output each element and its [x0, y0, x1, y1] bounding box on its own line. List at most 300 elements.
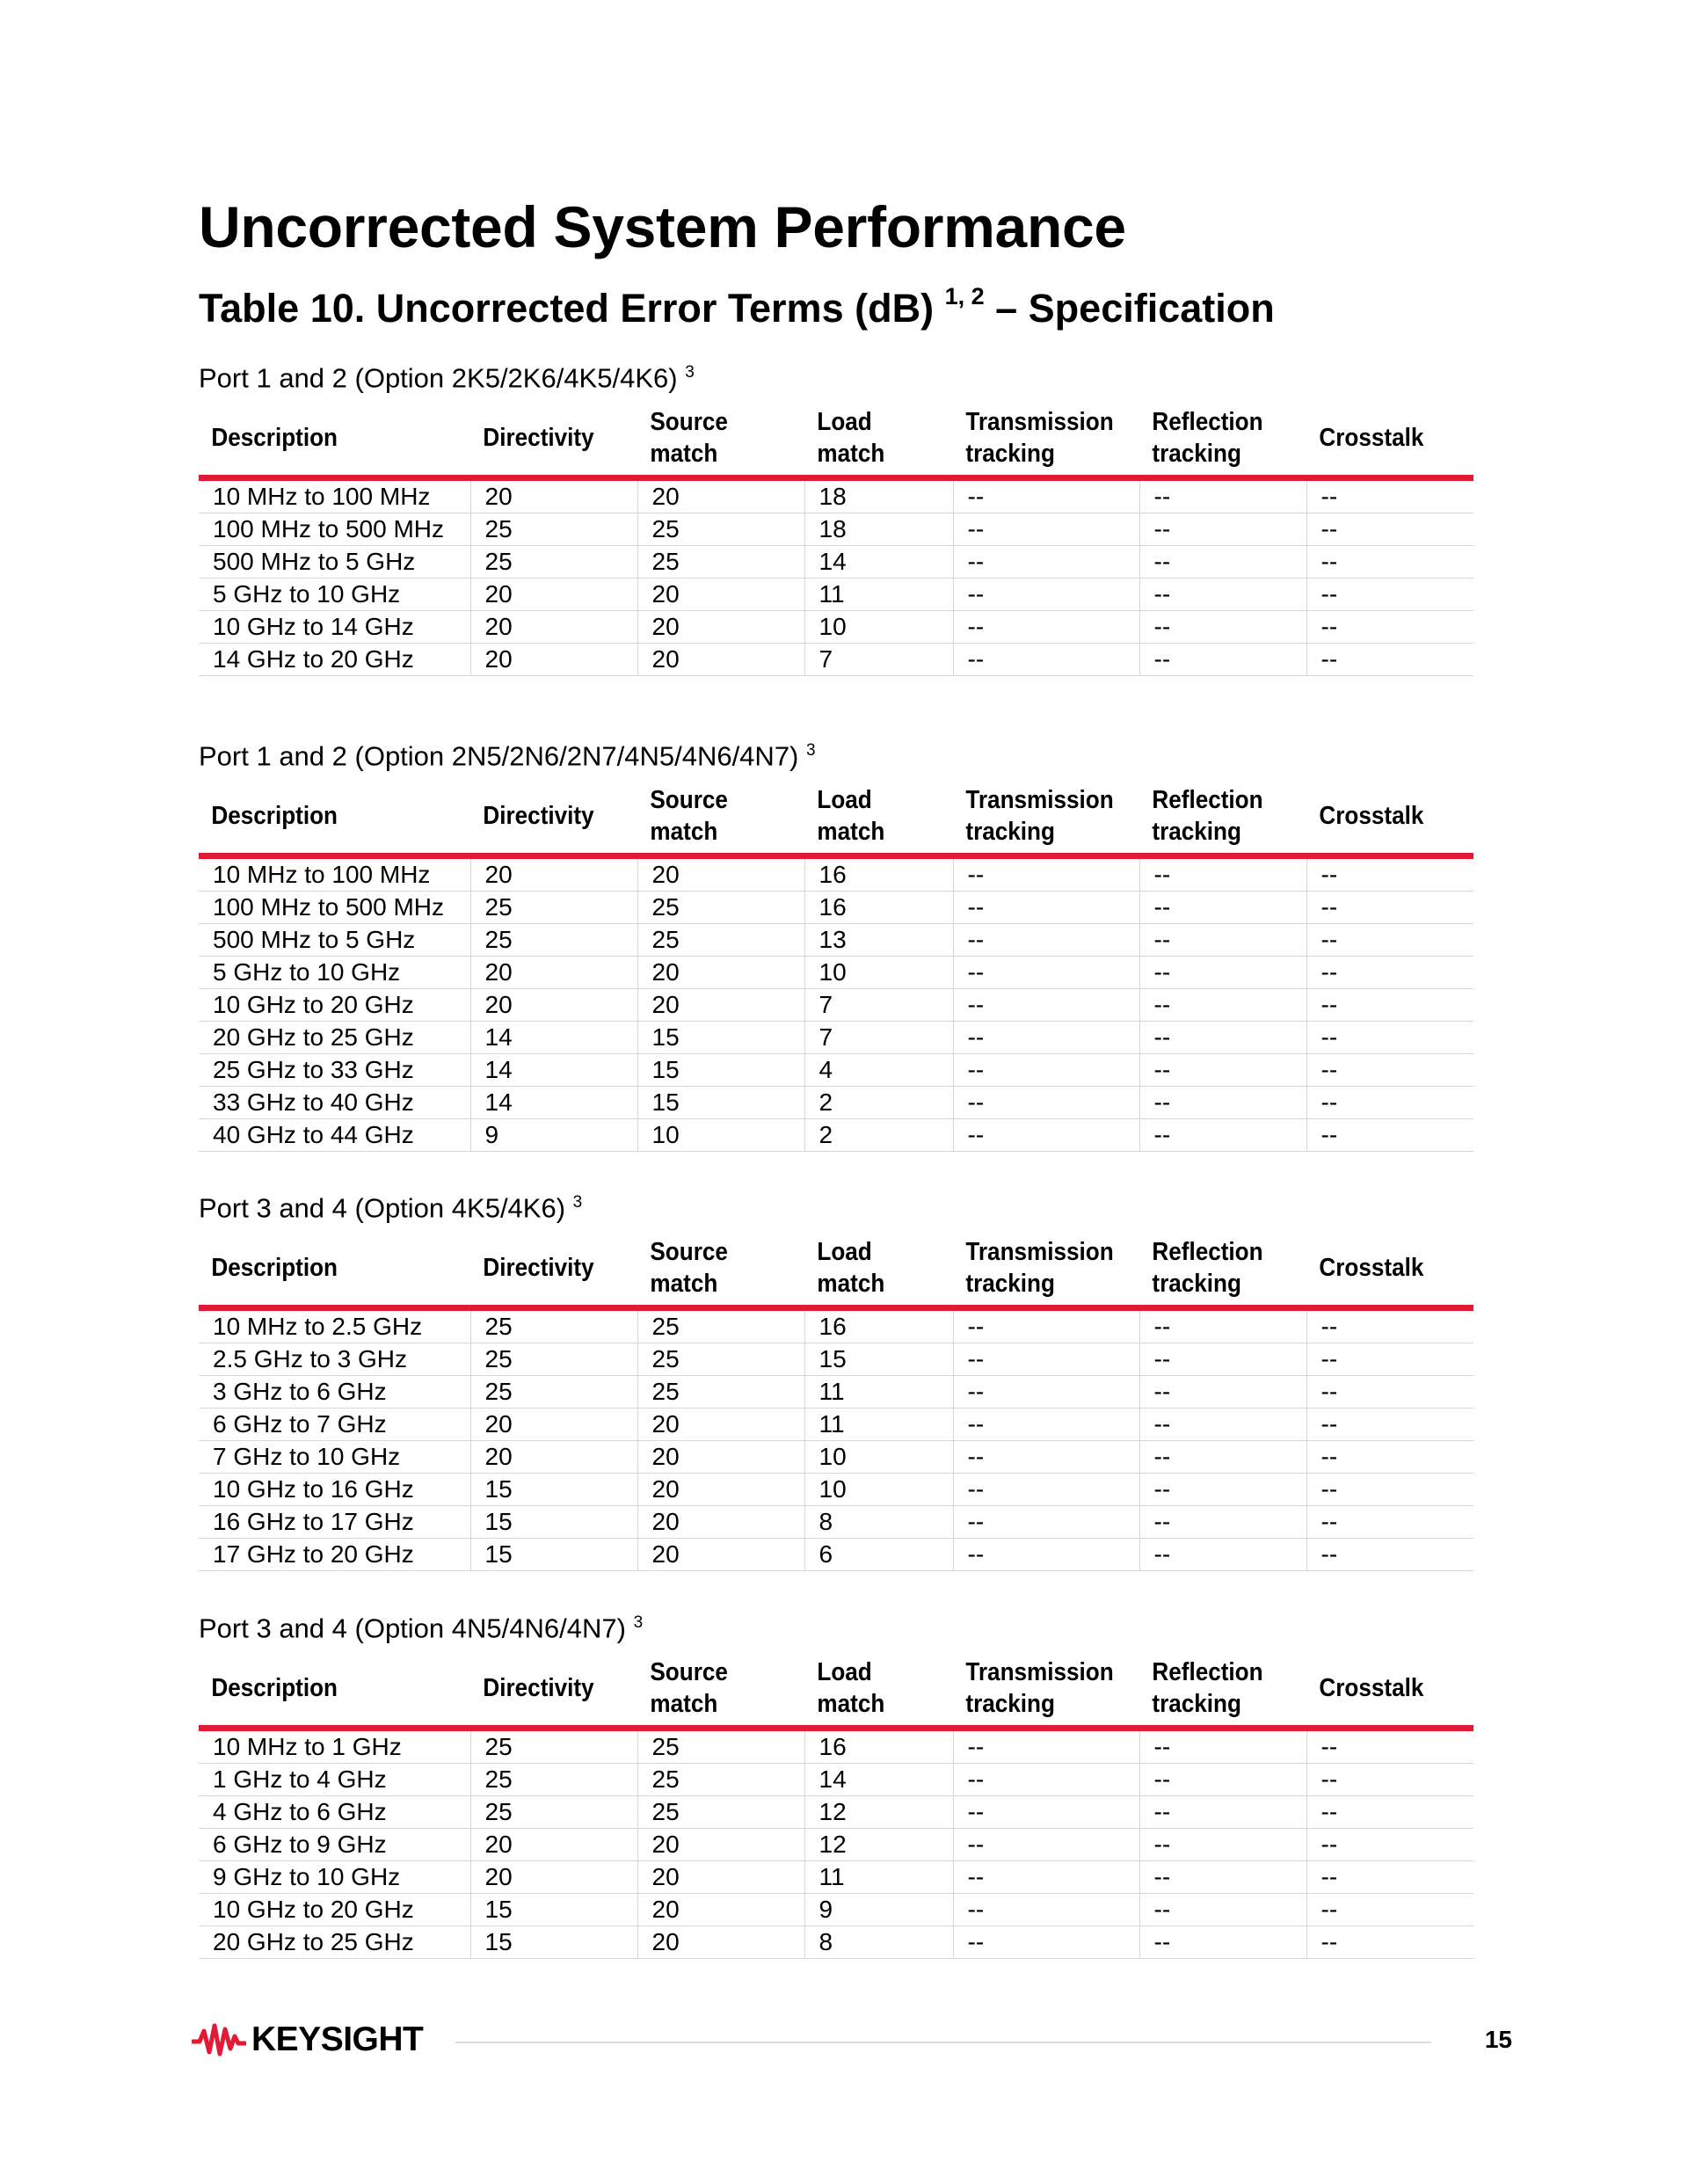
value-cell: -- [1139, 1729, 1306, 1764]
column-header-line: Source [650, 786, 728, 814]
value-cell: 20 [637, 644, 804, 676]
value-cell: -- [1139, 1539, 1306, 1571]
column-header-line: Directivity [483, 1674, 594, 1702]
value-cell: -- [1306, 1829, 1473, 1861]
column-header-line: Transmission [965, 1658, 1114, 1686]
value-cell: 20 [470, 957, 637, 989]
value-cell: 25 [470, 924, 637, 957]
value-cell: -- [953, 1729, 1139, 1764]
value-cell: 7 [804, 1022, 953, 1054]
frequency-range-cell: 25 GHz to 33 GHz [199, 1054, 470, 1087]
value-cell: 10 [804, 611, 953, 644]
value-cell: 13 [804, 924, 953, 957]
column-header-line: Description [211, 1254, 338, 1282]
value-cell: -- [1306, 892, 1473, 924]
error-terms-table [199, 1651, 1473, 1959]
frequency-range-cell: 10 GHz to 20 GHz [199, 989, 470, 1022]
value-cell: -- [1306, 989, 1473, 1022]
frequency-range-cell: 500 MHz to 5 GHz [199, 924, 470, 957]
value-cell: 25 [637, 1376, 804, 1409]
column-header-line: tracking [965, 440, 1055, 468]
column-header-line: Source [650, 1658, 728, 1686]
value-cell: 25 [637, 1308, 804, 1343]
frequency-range-cell: 10 MHz to 2.5 GHz [199, 1308, 470, 1343]
value-cell: 20 [470, 989, 637, 1022]
value-cell: -- [1306, 644, 1473, 676]
column-header [470, 1651, 621, 1729]
value-cell: 25 [470, 1308, 637, 1343]
column-header-line: Reflection [1152, 408, 1263, 436]
column-header [804, 1651, 938, 1729]
value-cell: 20 [637, 478, 804, 513]
value-cell: 9 [804, 1894, 953, 1926]
column-header-line: tracking [965, 1690, 1055, 1718]
frequency-range-cell: 5 GHz to 10 GHz [199, 579, 470, 611]
value-cell: -- [1139, 856, 1306, 892]
value-cell: -- [953, 924, 1139, 957]
table-row [199, 644, 1473, 676]
table-row [199, 1409, 1473, 1441]
column-header-line: match [650, 818, 718, 846]
frequency-range-cell: 10 GHz to 14 GHz [199, 611, 470, 644]
value-cell: 20 [470, 579, 637, 611]
column-header [1139, 1651, 1290, 1729]
section-footnote: 3 [633, 1613, 644, 1632]
column-header-line: tracking [1152, 440, 1241, 468]
keysight-wave-icon [192, 2022, 246, 2057]
column-header-line: Reflection [1152, 1658, 1263, 1686]
value-cell: -- [1306, 856, 1473, 892]
value-cell: 11 [804, 1409, 953, 1441]
value-cell: -- [1139, 1796, 1306, 1829]
column-header [953, 401, 1121, 478]
value-cell: 25 [470, 892, 637, 924]
value-cell: 25 [470, 1796, 637, 1829]
value-cell: -- [953, 856, 1139, 892]
column-header-line: tracking [965, 1270, 1055, 1298]
section-footnote: 3 [806, 741, 816, 760]
value-cell: 20 [470, 1441, 637, 1474]
value-cell: -- [1306, 1539, 1473, 1571]
table-row [199, 1539, 1473, 1571]
column-header-line: Crosstalk [1319, 424, 1424, 452]
value-cell: -- [1306, 611, 1473, 644]
value-cell: -- [953, 1409, 1139, 1441]
value-cell: 20 [470, 1409, 637, 1441]
value-cell: 7 [804, 644, 953, 676]
value-cell: 25 [637, 1764, 804, 1796]
value-cell: 16 [804, 856, 953, 892]
value-cell: 15 [470, 1894, 637, 1926]
frequency-range-cell: 2.5 GHz to 3 GHz [199, 1343, 470, 1376]
value-cell: 25 [470, 1376, 637, 1409]
value-cell: 9 [470, 1119, 637, 1152]
error-terms-table [199, 779, 1473, 1152]
column-header-line: Transmission [965, 408, 1114, 436]
column-header [1306, 779, 1457, 856]
table-title-text: Table 10. Uncorrected Error Terms (dB) [199, 286, 935, 331]
value-cell: 25 [470, 513, 637, 546]
table-row [199, 892, 1473, 924]
column-header [953, 1651, 1121, 1729]
column-header [953, 779, 1121, 856]
column-header [804, 401, 938, 478]
value-cell: 25 [637, 1729, 804, 1764]
value-cell: 15 [470, 1539, 637, 1571]
value-cell: -- [953, 1441, 1139, 1474]
value-cell: -- [1139, 1022, 1306, 1054]
value-cell: -- [1306, 1861, 1473, 1894]
column-header-line: match [650, 1270, 718, 1298]
section-footnote: 3 [572, 1193, 583, 1212]
keysight-logo [192, 2018, 423, 2062]
value-cell: -- [953, 1054, 1139, 1087]
value-cell: 20 [637, 1474, 804, 1506]
column-header-line: match [817, 440, 885, 468]
column-header [1306, 401, 1457, 478]
value-cell: -- [953, 1764, 1139, 1796]
frequency-range-cell: 3 GHz to 6 GHz [199, 1376, 470, 1409]
value-cell: -- [953, 546, 1139, 579]
section-title [199, 355, 1473, 394]
value-cell: 8 [804, 1506, 953, 1539]
value-cell: -- [1139, 579, 1306, 611]
frequency-range-cell: 40 GHz to 44 GHz [199, 1119, 470, 1152]
value-cell: -- [953, 1308, 1139, 1343]
column-header-line: match [817, 1690, 885, 1718]
table-row [199, 1796, 1473, 1829]
value-cell: -- [1306, 1119, 1473, 1152]
section-title-text: Port 1 and 2 (Option 2N5/2N6/2N7/4N5/4N6/4N7) [199, 740, 799, 772]
value-cell: -- [1306, 1926, 1473, 1959]
value-cell: 20 [637, 1861, 804, 1894]
table-row [199, 1054, 1473, 1087]
value-cell: -- [1306, 1441, 1473, 1474]
table-row [199, 579, 1473, 611]
value-cell: 25 [637, 924, 804, 957]
value-cell: -- [953, 1343, 1139, 1376]
value-cell: -- [1139, 546, 1306, 579]
table-row [199, 1022, 1473, 1054]
value-cell: 4 [804, 1054, 953, 1087]
value-cell: 10 [804, 1441, 953, 1474]
column-header-line: match [650, 440, 718, 468]
value-cell: -- [953, 513, 1139, 546]
section-footnote: 3 [685, 363, 695, 382]
value-cell: -- [1139, 611, 1306, 644]
column-header [804, 1231, 938, 1308]
table-title [199, 285, 1275, 332]
value-cell: -- [1139, 1474, 1306, 1506]
value-cell: -- [1306, 579, 1473, 611]
value-cell: 14 [804, 1764, 953, 1796]
value-cell: 18 [804, 513, 953, 546]
value-cell: -- [953, 644, 1139, 676]
value-cell: -- [1139, 478, 1306, 513]
value-cell: -- [953, 1376, 1139, 1409]
column-header [637, 401, 788, 478]
section-title-text: Port 3 and 4 (Option 4K5/4K6) [199, 1192, 566, 1224]
value-cell: 12 [804, 1796, 953, 1829]
column-header-line: Crosstalk [1319, 1254, 1424, 1282]
frequency-range-cell: 6 GHz to 9 GHz [199, 1829, 470, 1861]
section-title [199, 1605, 1473, 1644]
value-cell: -- [1139, 513, 1306, 546]
column-header-line: Transmission [965, 786, 1114, 814]
value-cell: -- [953, 1119, 1139, 1152]
frequency-range-cell: 7 GHz to 10 GHz [199, 1441, 470, 1474]
value-cell: 20 [470, 1829, 637, 1861]
value-cell: 20 [637, 611, 804, 644]
column-header [1306, 1231, 1457, 1308]
value-cell: 20 [637, 1441, 804, 1474]
column-header-line: Load [817, 408, 872, 436]
value-cell: 25 [470, 1764, 637, 1796]
value-cell: -- [1139, 1409, 1306, 1441]
table-title-footnote: 1, 2 [944, 283, 985, 309]
value-cell: 15 [637, 1087, 804, 1119]
value-cell: -- [953, 1022, 1139, 1054]
value-cell: 25 [637, 1796, 804, 1829]
table-row [199, 1087, 1473, 1119]
footer-divider [455, 2042, 1431, 2043]
table-row [199, 513, 1473, 546]
column-header [199, 779, 443, 856]
value-cell: -- [1139, 1308, 1306, 1343]
value-cell: -- [1306, 478, 1473, 513]
value-cell: 11 [804, 579, 953, 611]
column-header-line: Crosstalk [1319, 802, 1424, 830]
value-cell: 20 [637, 989, 804, 1022]
column-header-line: Directivity [483, 802, 594, 830]
value-cell: -- [1306, 1054, 1473, 1087]
column-header [199, 1231, 443, 1308]
table-row [199, 1506, 1473, 1539]
column-header [953, 1231, 1121, 1308]
frequency-range-cell: 4 GHz to 6 GHz [199, 1796, 470, 1829]
value-cell: 16 [804, 892, 953, 924]
value-cell: -- [953, 957, 1139, 989]
value-cell: 20 [637, 1926, 804, 1959]
value-cell: 11 [804, 1376, 953, 1409]
value-cell: -- [1139, 1829, 1306, 1861]
table-row [199, 1119, 1473, 1152]
value-cell: 25 [637, 1343, 804, 1376]
value-cell: -- [953, 1829, 1139, 1861]
column-header-line: Load [817, 1658, 872, 1686]
frequency-range-cell: 20 GHz to 25 GHz [199, 1926, 470, 1959]
column-header-line: Description [211, 424, 338, 452]
table-row [199, 924, 1473, 957]
table-row [199, 1829, 1473, 1861]
value-cell: -- [953, 1861, 1139, 1894]
value-cell: 25 [470, 546, 637, 579]
error-terms-table [199, 401, 1473, 676]
frequency-range-cell: 16 GHz to 17 GHz [199, 1506, 470, 1539]
value-cell: -- [1306, 546, 1473, 579]
frequency-range-cell: 6 GHz to 7 GHz [199, 1409, 470, 1441]
value-cell: -- [953, 579, 1139, 611]
value-cell: -- [1139, 1054, 1306, 1087]
value-cell: 10 [637, 1119, 804, 1152]
value-cell: -- [1306, 1894, 1473, 1926]
value-cell: 20 [637, 1829, 804, 1861]
value-cell: -- [953, 478, 1139, 513]
table-row [199, 1441, 1473, 1474]
frequency-range-cell: 10 GHz to 16 GHz [199, 1474, 470, 1506]
value-cell: -- [1306, 1376, 1473, 1409]
frequency-range-cell: 17 GHz to 20 GHz [199, 1539, 470, 1571]
table-row [199, 1308, 1473, 1343]
value-cell: -- [953, 1506, 1139, 1539]
table-row [199, 546, 1473, 579]
value-cell: 15 [637, 1054, 804, 1087]
value-cell: 20 [637, 856, 804, 892]
value-cell: 8 [804, 1926, 953, 1959]
table-row [199, 1894, 1473, 1926]
value-cell: 18 [804, 478, 953, 513]
value-cell: -- [953, 989, 1139, 1022]
table-row [199, 611, 1473, 644]
frequency-range-cell: 20 GHz to 25 GHz [199, 1022, 470, 1054]
table-section [199, 1185, 1473, 1571]
column-header-line: match [817, 1270, 885, 1298]
value-cell: -- [1139, 1376, 1306, 1409]
value-cell: 20 [637, 1894, 804, 1926]
value-cell: 20 [470, 1861, 637, 1894]
column-header-line: match [650, 1690, 718, 1718]
value-cell: 25 [470, 1343, 637, 1376]
column-header-line: Source [650, 408, 728, 436]
value-cell: -- [1306, 1343, 1473, 1376]
column-header-line: tracking [965, 818, 1055, 846]
value-cell: 20 [637, 1539, 804, 1571]
value-cell: -- [1306, 1308, 1473, 1343]
section-title [199, 733, 1473, 772]
table-row [199, 1376, 1473, 1409]
column-header-line: Reflection [1152, 786, 1263, 814]
section-title-text: Port 1 and 2 (Option 2K5/2K6/4K5/4K6) [199, 362, 678, 394]
frequency-range-cell: 9 GHz to 10 GHz [199, 1861, 470, 1894]
value-cell: -- [953, 1796, 1139, 1829]
value-cell: 20 [637, 1409, 804, 1441]
value-cell: 15 [470, 1474, 637, 1506]
frequency-range-cell: 100 MHz to 500 MHz [199, 892, 470, 924]
column-header [1306, 1651, 1457, 1729]
table-row [199, 957, 1473, 989]
column-header-line: Crosstalk [1319, 1674, 1424, 1702]
table-section [199, 733, 1473, 1152]
value-cell: 25 [637, 892, 804, 924]
value-cell: -- [1139, 1894, 1306, 1926]
value-cell: -- [1306, 1729, 1473, 1764]
column-header [1139, 779, 1290, 856]
column-header-line: Directivity [483, 1254, 594, 1282]
value-cell: 2 [804, 1119, 953, 1152]
value-cell: -- [1139, 924, 1306, 957]
value-cell: 11 [804, 1861, 953, 1894]
column-header-line: tracking [1152, 818, 1241, 846]
column-header [470, 1231, 621, 1308]
value-cell: 20 [470, 611, 637, 644]
table-row [199, 1764, 1473, 1796]
value-cell: 14 [470, 1022, 637, 1054]
table-section [199, 355, 1473, 676]
value-cell: -- [1139, 1441, 1306, 1474]
value-cell: 7 [804, 989, 953, 1022]
value-cell: 14 [470, 1087, 637, 1119]
value-cell: 16 [804, 1729, 953, 1764]
value-cell: 12 [804, 1829, 953, 1861]
brand-name: KEYSIGHT [251, 2020, 424, 2058]
value-cell: 2 [804, 1087, 953, 1119]
column-header [199, 401, 443, 478]
value-cell: -- [953, 611, 1139, 644]
value-cell: 25 [470, 1729, 637, 1764]
column-header [804, 779, 938, 856]
column-header [637, 779, 788, 856]
column-header-line: Reflection [1152, 1238, 1263, 1266]
value-cell: -- [953, 892, 1139, 924]
table-row [199, 1861, 1473, 1894]
value-cell: 20 [637, 1506, 804, 1539]
frequency-range-cell: 10 MHz to 1 GHz [199, 1729, 470, 1764]
value-cell: 14 [470, 1054, 637, 1087]
value-cell: 14 [804, 546, 953, 579]
column-header-line: Description [211, 802, 338, 830]
value-cell: 6 [804, 1539, 953, 1571]
value-cell: -- [1139, 1343, 1306, 1376]
table-row [199, 1926, 1473, 1959]
value-cell: -- [1306, 1506, 1473, 1539]
value-cell: -- [953, 1926, 1139, 1959]
column-header [637, 1651, 788, 1729]
table-header-row [199, 401, 1473, 478]
column-header [1139, 401, 1290, 478]
frequency-range-cell: 5 GHz to 10 GHz [199, 957, 470, 989]
column-header [470, 779, 621, 856]
value-cell: -- [1139, 1861, 1306, 1894]
column-header-line: Directivity [483, 424, 594, 452]
value-cell: -- [1306, 1087, 1473, 1119]
value-cell: -- [1139, 1764, 1306, 1796]
column-header [199, 1651, 443, 1729]
column-header [637, 1231, 788, 1308]
value-cell: 20 [637, 579, 804, 611]
column-header-line: Load [817, 1238, 872, 1266]
column-header [1139, 1231, 1290, 1308]
value-cell: 25 [637, 546, 804, 579]
value-cell: 16 [804, 1308, 953, 1343]
value-cell: -- [1139, 957, 1306, 989]
value-cell: 15 [470, 1926, 637, 1959]
error-terms-table [199, 1231, 1473, 1571]
column-header-line: Transmission [965, 1238, 1114, 1266]
page-number: 15 [1484, 2026, 1512, 2053]
column-header-line: match [817, 818, 885, 846]
value-cell: 25 [637, 513, 804, 546]
value-cell: -- [1139, 989, 1306, 1022]
value-cell: -- [1306, 1474, 1473, 1506]
table-row [199, 856, 1473, 892]
table-row [199, 989, 1473, 1022]
value-cell: -- [953, 1087, 1139, 1119]
column-header [470, 401, 621, 478]
frequency-range-cell: 33 GHz to 40 GHz [199, 1087, 470, 1119]
frequency-range-cell: 1 GHz to 4 GHz [199, 1764, 470, 1796]
value-cell: -- [1139, 1119, 1306, 1152]
value-cell: 20 [470, 644, 637, 676]
